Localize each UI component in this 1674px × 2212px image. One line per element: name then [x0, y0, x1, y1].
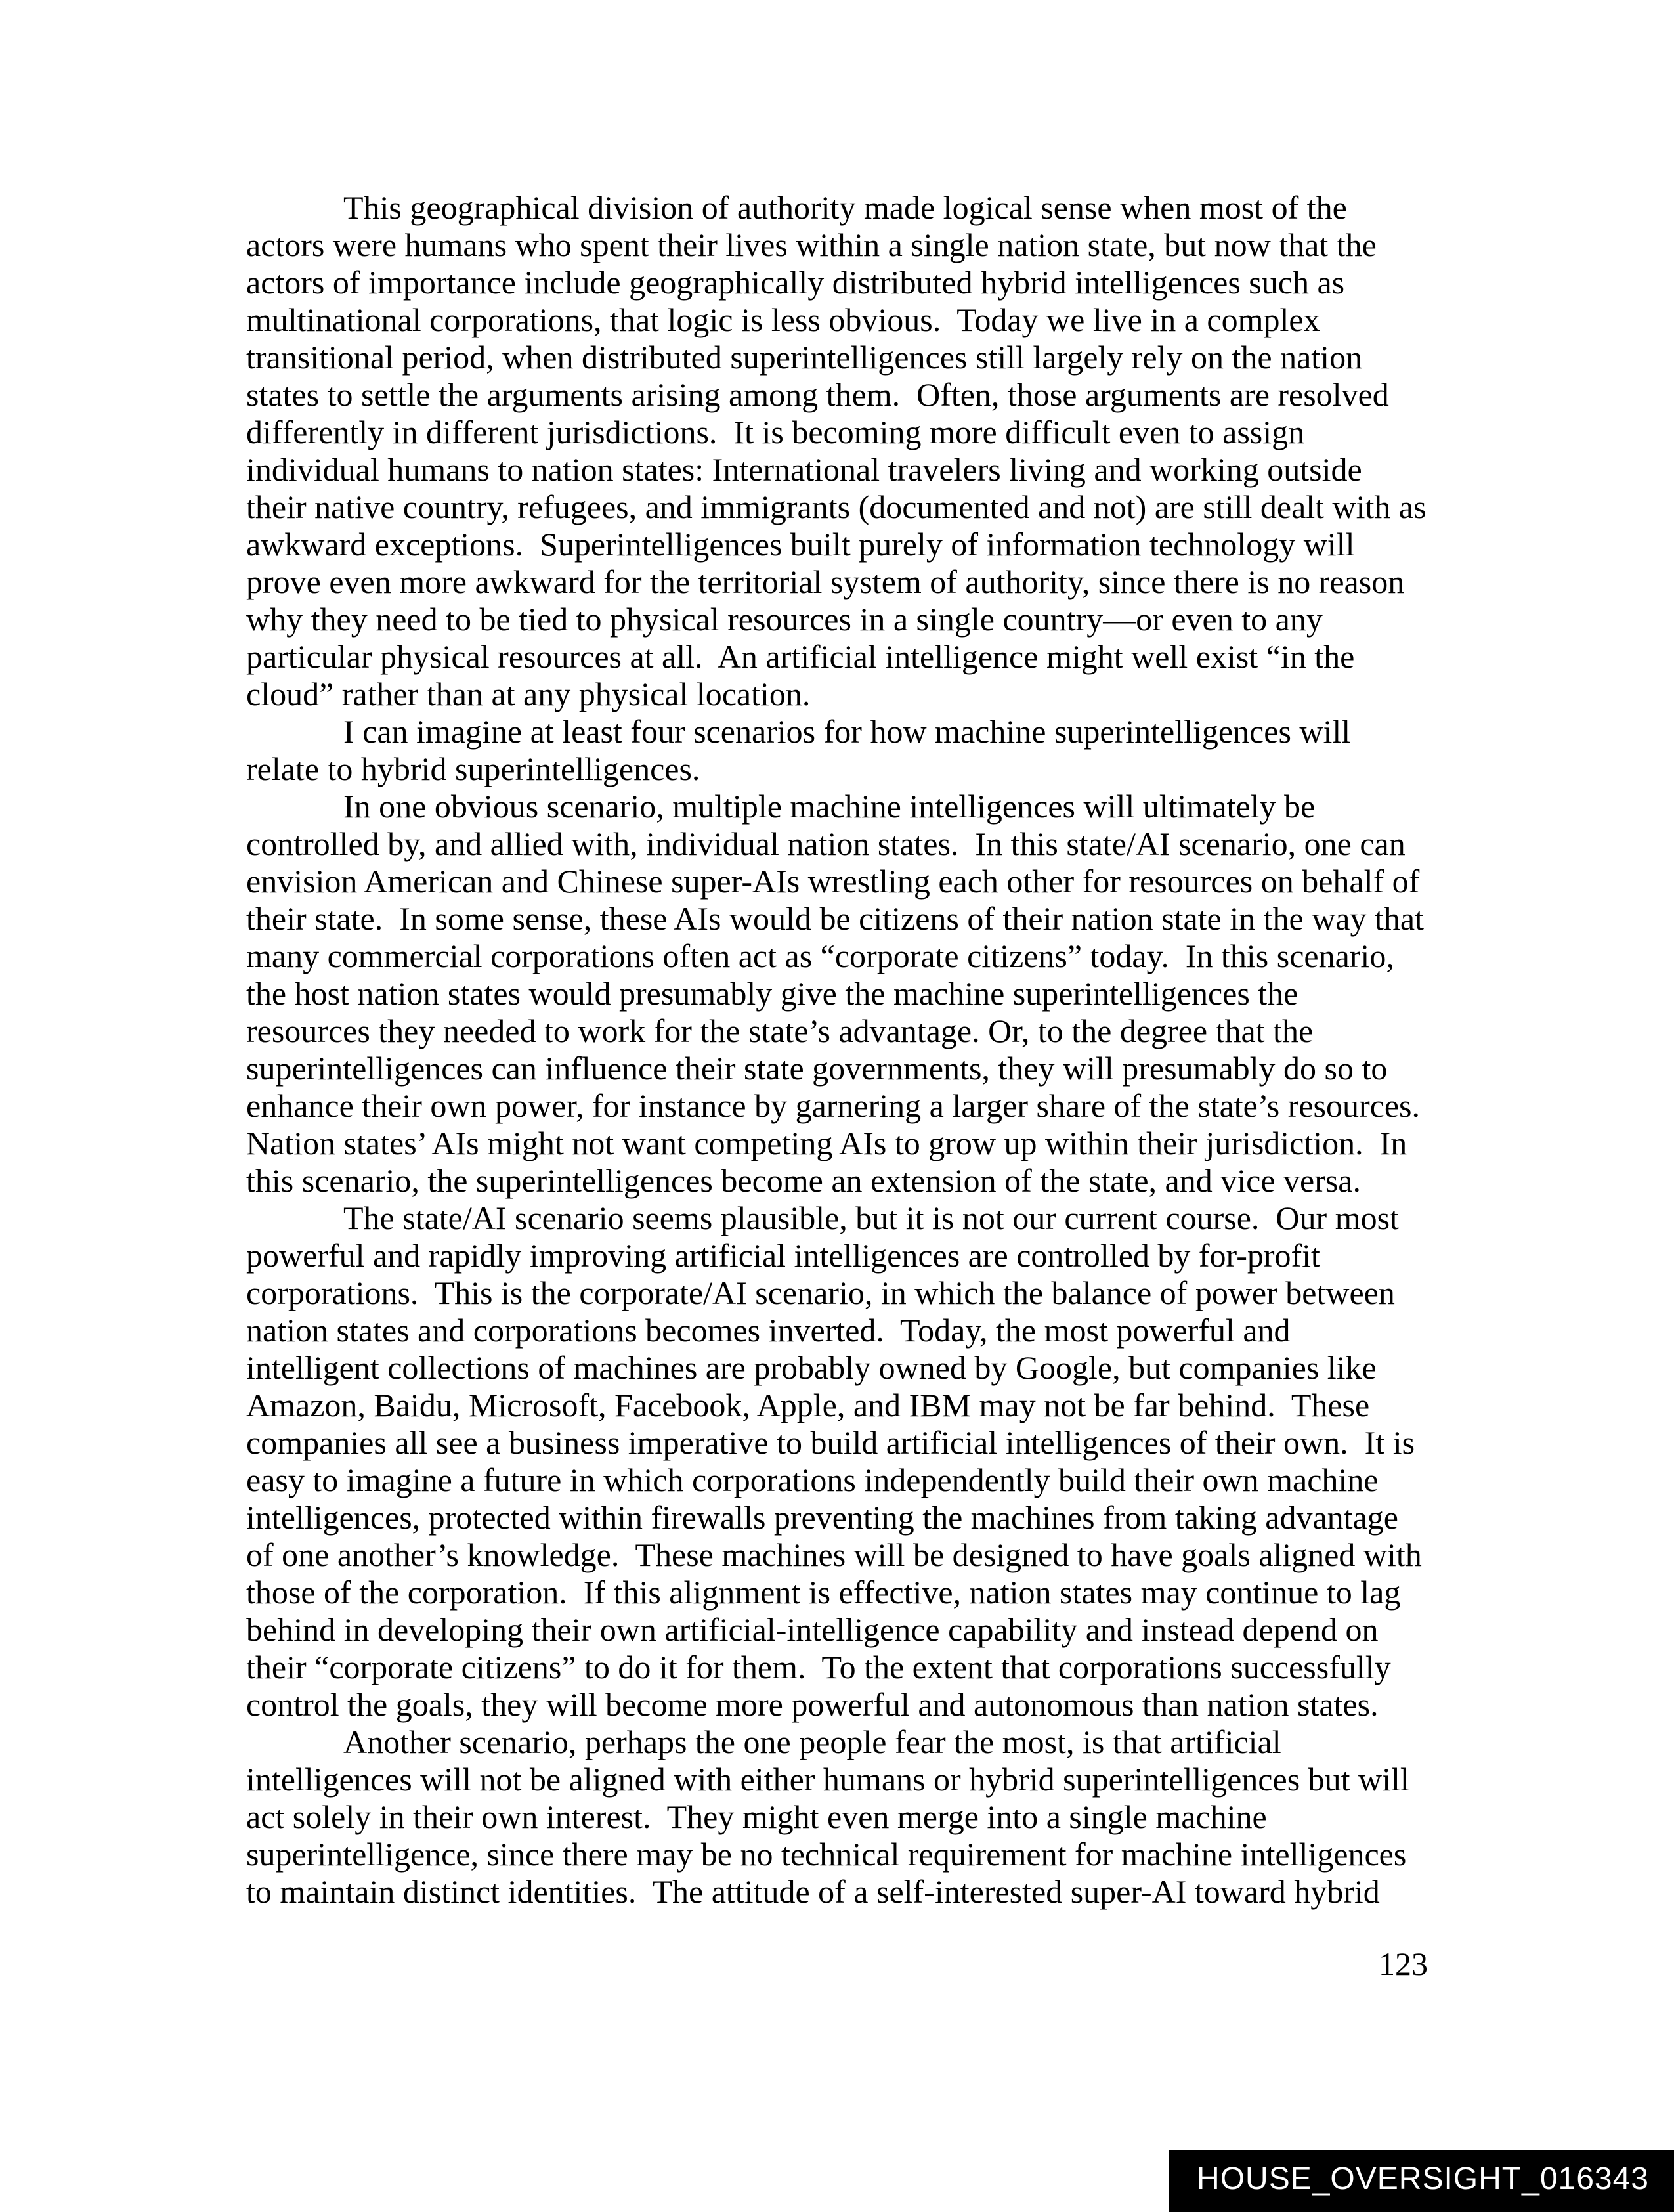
paragraph-geographical-division: This geographical division of authority made logical sense when most of the actors were humans who spent their lives within a single nation state, but now that the actors of importance include geographically distributed hybrid intelligences such as multinational corporations, that logic is less obvious. Today we live in a complex transitional period, when distributed superintelligences still largely rely on the nation states to settle the arguments arising among them. Often, those arguments are resolved differently in different jurisdictions. It is becoming more difficult even to assign individual humans to nation states: International travelers living and working outside their native country, refugees, and immigrants (documented and not) are still dealt with as awkward exceptions. Superintelligences built purely of information technology will prove even more awkward for the territorial system of authority, since there is no reason why they need to be tied to physical resources in a single country—or even to any particular physical resources at all. An artificial intelligence might well exist “in the cloud” rather than at any physical location. [246, 189, 1435, 712]
paragraph-corporate-ai-scenario: The state/AI scenario seems plausible, but it is not our current course. Our most powerful and rapidly improving artificial intelligences are controlled by for-profit corporations. This is the corporate/AI scenario, in which the balance of power between nation states and corporations becomes inverted. Today, the most powerful and intelligent collections of machines are probably owned by Google, but companies like Amazon, Baidu, Microsoft, Facebook, Apple, and IBM may not be far behind. These companies all see a business imperative to build artificial intelligences of their own. It is easy to imagine a future in which corporations independently build their own machine intelligences, protected within firewalls preventing the machines from taking advantage of one another’s knowledge. These machines will be designed to have goals aligned with those of the corporation. If this alignment is effective, nation states may continue to lag behind in developing their own artificial-intelligence capability and instead depend on their “corporate citizens” to do it for them. To the extent that corporations successfully control the goals, they will become more powerful and autonomous than nation states. [246, 1200, 1430, 1723]
page-number: 123 [1379, 1945, 1428, 1982]
body-text [246, 189, 1435, 1911]
paragraph-four-scenarios: I can imagine at least four scenarios for how machine superintelligences will relate to hybrid superintelligences. [246, 713, 1359, 787]
bates-stamp: HOUSE_OVERSIGHT_016343 [1169, 2150, 1674, 2212]
paragraph-state-ai-scenario: In one obvious scenario, multiple machine intelligences will ultimately be controlled by, and allied with, individual nation states. In this state/AI scenario, one can envision American and Chinese super-AIs wrestling each other for resources on behalf of their state. In some sense, these AIs would be citizens of their nation state in the way that many commercial corporations often act as “corporate citizens” today. In this scenario, the host nation states would presumably give the machine superintelligences the resources they needed to work for the state’s advantage. Or, to the degree that the superintelligences can influence their state governments, they will presumably do so to enhance their own power, for instance by garnering a larger share of the state’s resources. Nation states’ AIs might not want competing AIs to grow up within their jurisdiction. In this scenario, the superintelligences become an extension of the state, and vice versa. [246, 788, 1432, 1199]
paragraph-self-interested-scenario: Another scenario, perhaps the one people fear the most, is that artificial intelligences will not be aligned with either humans or hybrid superintelligences but will act solely in their own interest. They might even merge into a single machine superintelligence, since there may be no technical requirement for machine intelligences to maintain distinct identities. The attitude of a self-interested super-AI toward hybrid [246, 1724, 1418, 1910]
